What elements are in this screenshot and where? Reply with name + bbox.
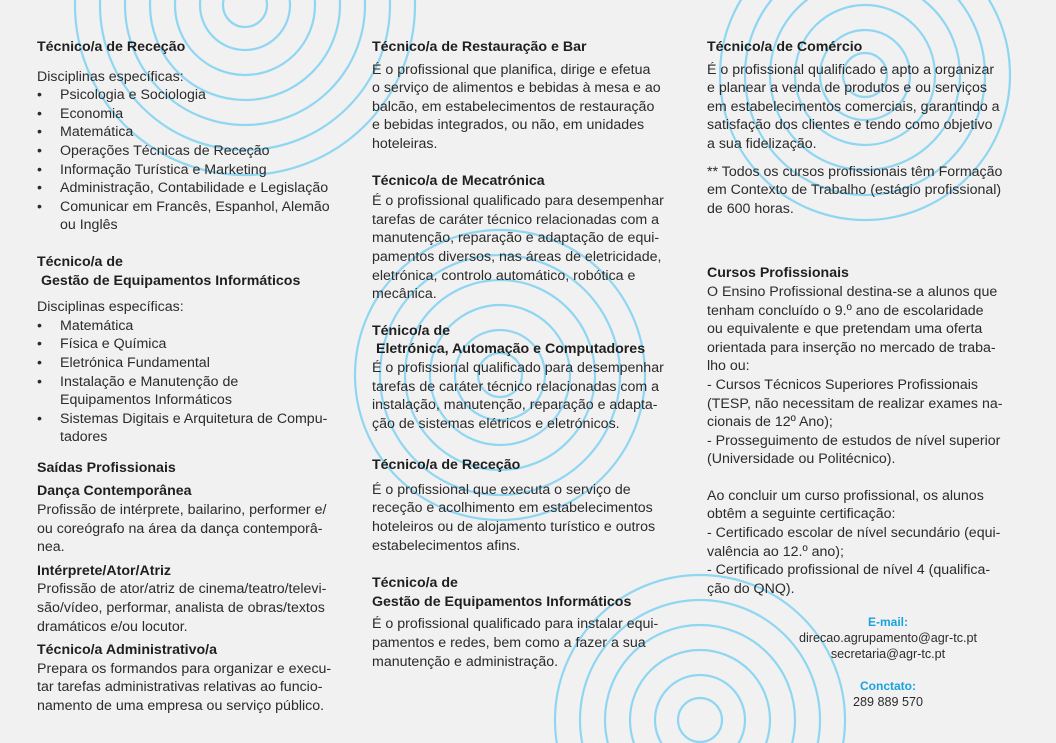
restauracao-line: balcão, em estabelecimentos de restauração <box>372 98 655 115</box>
section-title-rececao: Técnico/a de Receção <box>37 39 186 55</box>
comercio-line: em estabelecimentos comerciais, garantindo a <box>707 98 1000 115</box>
rececao-line: hoteleiros ou de alojamento turístico e outros <box>372 519 656 536</box>
eletronica-line: ção de sistemas elétricos e eletrónicos. <box>372 415 620 432</box>
rececao-line: estabelecimentos afins. <box>372 537 521 554</box>
restauracao-line: e bebidas integrados, ou não, em unidades <box>372 117 645 134</box>
note-line: ** Todos os cursos profissionais têm Formação <box>707 163 1003 180</box>
list-item: • Economia <box>37 105 355 124</box>
note-line: de 600 horas. <box>707 200 794 217</box>
list-item: • Operações Técnicas de Receção <box>37 142 355 161</box>
email-link[interactable]: direcao.agrupamento@agr-tc.pt <box>799 631 977 646</box>
list-item: • Matemática <box>37 317 355 336</box>
list-item: • Psicologia e Sociologia <box>37 86 355 105</box>
mecatronica-line: pamentos diversos, nas áreas de eletricidade, <box>372 248 662 265</box>
list-item-continuation: ou Inglês <box>60 217 118 234</box>
eletronica-line: tarefas de caráter técnico relacionadas com a <box>372 378 660 395</box>
conclusao-line: - Certificado escolar de nível secundário (equi- <box>707 525 1001 542</box>
contact-label: Conctato: <box>860 679 916 694</box>
cursos-line: orientada para inserção no mercado de traba- <box>707 339 996 356</box>
conclusao-line: Ao concluir um curso profissional, os alunos <box>707 487 984 504</box>
danca-line: ou coreógrafo na área da dança contemporâ- <box>37 520 323 537</box>
rececao-line: É o profissional que executa o serviço de <box>372 481 631 498</box>
list-item-continuation: Equipamentos Informáticos <box>60 392 232 409</box>
ator-title: Intérprete/Ator/Atriz <box>37 562 172 579</box>
cursos-line: (Universidade ou Politécnico). <box>707 451 896 468</box>
cursos-line: tenham concluído o 9.º ano de escolaridade <box>707 302 984 319</box>
comercio-title: Técnico/a de Comércio <box>707 39 863 55</box>
ator-line: Profissão de ator/atriz de cinema/teatro/televi- <box>37 581 327 598</box>
rececao-title: Técnico/a de Receção <box>372 457 521 474</box>
admin-line: namento de uma empresa ou serviço público. <box>37 698 325 714</box>
section-title-gestao-b: Gestão de Equipamentos Informáticos <box>41 272 301 289</box>
eletronica-title-b: Eletrónica, Automação e Computadores <box>376 341 646 358</box>
danca-title: Dança Contemporânea <box>37 483 192 500</box>
disciplinas-label: Disciplinas específicas: <box>37 68 184 85</box>
cursos-line: lho ou: <box>707 358 750 375</box>
mecatronica-line: tarefas de caráter técnico relacionadas com a <box>372 211 660 228</box>
phone-number[interactable]: 289 889 570 <box>852 695 924 710</box>
list-item-continuation: tadores <box>60 429 108 446</box>
list-item: • Instalação e Manutenção de <box>37 373 355 392</box>
gestao-line: pamentos e redes, bem como a fazer a sua <box>372 635 646 652</box>
restauracao-title: Técnico/a de Restauração e Bar <box>372 39 587 55</box>
danca-line: nea. <box>37 539 65 556</box>
gestao-title-a: Técnico/a de <box>372 575 458 592</box>
gestao-line: manutenção e administração. <box>372 653 559 670</box>
note-line: em Contexto de Trabalho (estágio profissional) <box>707 182 1002 199</box>
conclusao-line: valência ao 12.º ano); <box>707 543 844 560</box>
cursos-line: (TESP, não necessitam de realizar exames na- <box>707 395 1003 412</box>
contact-block <box>738 614 1038 710</box>
mecatronica-line: eletrónica, controlo automático, robótica e <box>372 267 636 284</box>
eletronica-line: É o profissional qualificado para desempenhar <box>372 359 664 376</box>
list-item: • Matemática <box>37 123 355 142</box>
conclusao-line: ção do QNQ). <box>707 580 795 597</box>
admin-title: Técnico/a Administrativo/a <box>37 642 218 659</box>
gestao-title-b: Gestão de Equipamentos Informáticos <box>372 593 632 610</box>
list-item: • Administração, Contabilidade e Legislação <box>37 179 355 198</box>
disciplinas-list-rececao <box>37 86 355 235</box>
cursos-title: Cursos Profissionais <box>707 265 849 282</box>
conclusao-line: - Certificado profissional de nível 4 (qualifica- <box>707 562 991 579</box>
cursos-line: O Ensino Profissional destina-se a alunos que <box>707 283 998 300</box>
mecatronica-line: mecânica. <box>372 286 437 303</box>
list-item: • Informação Turística e Marketing <box>37 161 355 180</box>
column-middle <box>372 38 690 671</box>
admin-line: Prepara os formandos para organizar e execu- <box>37 660 332 677</box>
gestao-line: É o profissional qualificado para instalar equi- <box>372 616 659 633</box>
mecatronica-line: manutenção, reparação e adaptação de equi- <box>372 230 660 247</box>
disciplinas-list-gestao <box>37 317 355 447</box>
comercio-line: a sua fidelização. <box>707 135 817 152</box>
danca-line: Profissão de intérprete, bailarino, performer e/ <box>37 502 327 519</box>
eletronica-line: instalação, manutenção, reparação e adapta- <box>372 397 658 414</box>
admin-line: tar tarefas administrativas relativas ao funcio- <box>37 679 323 696</box>
conclusao-line: obtêm a seguinte certificação: <box>707 506 896 523</box>
comercio-line: satisfação dos clientes e tendo como objetivo <box>707 117 993 134</box>
column-right <box>707 38 1032 710</box>
eletronica-title-a: Ténico/a de <box>372 322 451 339</box>
disciplinas-label: Disciplinas específicas: <box>37 299 184 316</box>
comercio-line: e planear a venda de produtos e ou serviços <box>707 80 987 97</box>
restauracao-line: hoteleiras. <box>372 135 438 152</box>
cursos-line: ou equivalente e que pretendam uma oferta <box>707 321 983 338</box>
ator-line: dramáticos e/ou locutor. <box>37 618 188 635</box>
cursos-line: cionais de 12º Ano); <box>707 414 833 431</box>
rececao-line: receção e acolhimento em estabelecimentos <box>372 500 653 517</box>
email-label: E-mail: <box>867 615 908 630</box>
restauracao-line: o serviço de alimentos e bebidas à mesa e ao <box>372 80 661 97</box>
comercio-line: É o profissional qualificado e apto a organizar <box>707 61 995 78</box>
list-item: • Comunicar em Francês, Espanhol, Alemão <box>37 198 355 217</box>
section-title-gestao-a: Técnico/a de <box>37 253 123 270</box>
mecatronica-title: Técnico/a de Mecatrónica <box>372 172 545 189</box>
saidas-title: Saídas Profissionais <box>37 459 176 476</box>
list-item: • Sistemas Digitais e Arquitetura de Compu- <box>37 410 355 429</box>
email-link[interactable]: secretaria@agr-tc.pt <box>830 647 946 662</box>
restauracao-line: É o profissional que planifica, dirige e efetua <box>372 61 651 78</box>
ring <box>223 0 267 27</box>
ator-line: são/vídeo, performar, analista de obras/textos <box>37 600 325 617</box>
column-left <box>37 38 355 716</box>
cursos-line: - Prosseguimento de estudos de nível superior <box>707 432 1001 449</box>
cursos-line: - Cursos Técnicos Superiores Profissionais <box>707 376 978 393</box>
mecatronica-line: É o profissional qualificado para desempenhar <box>372 193 664 210</box>
list-item: • Física e Química <box>37 335 355 354</box>
list-item: • Eletrónica Fundamental <box>37 354 355 373</box>
